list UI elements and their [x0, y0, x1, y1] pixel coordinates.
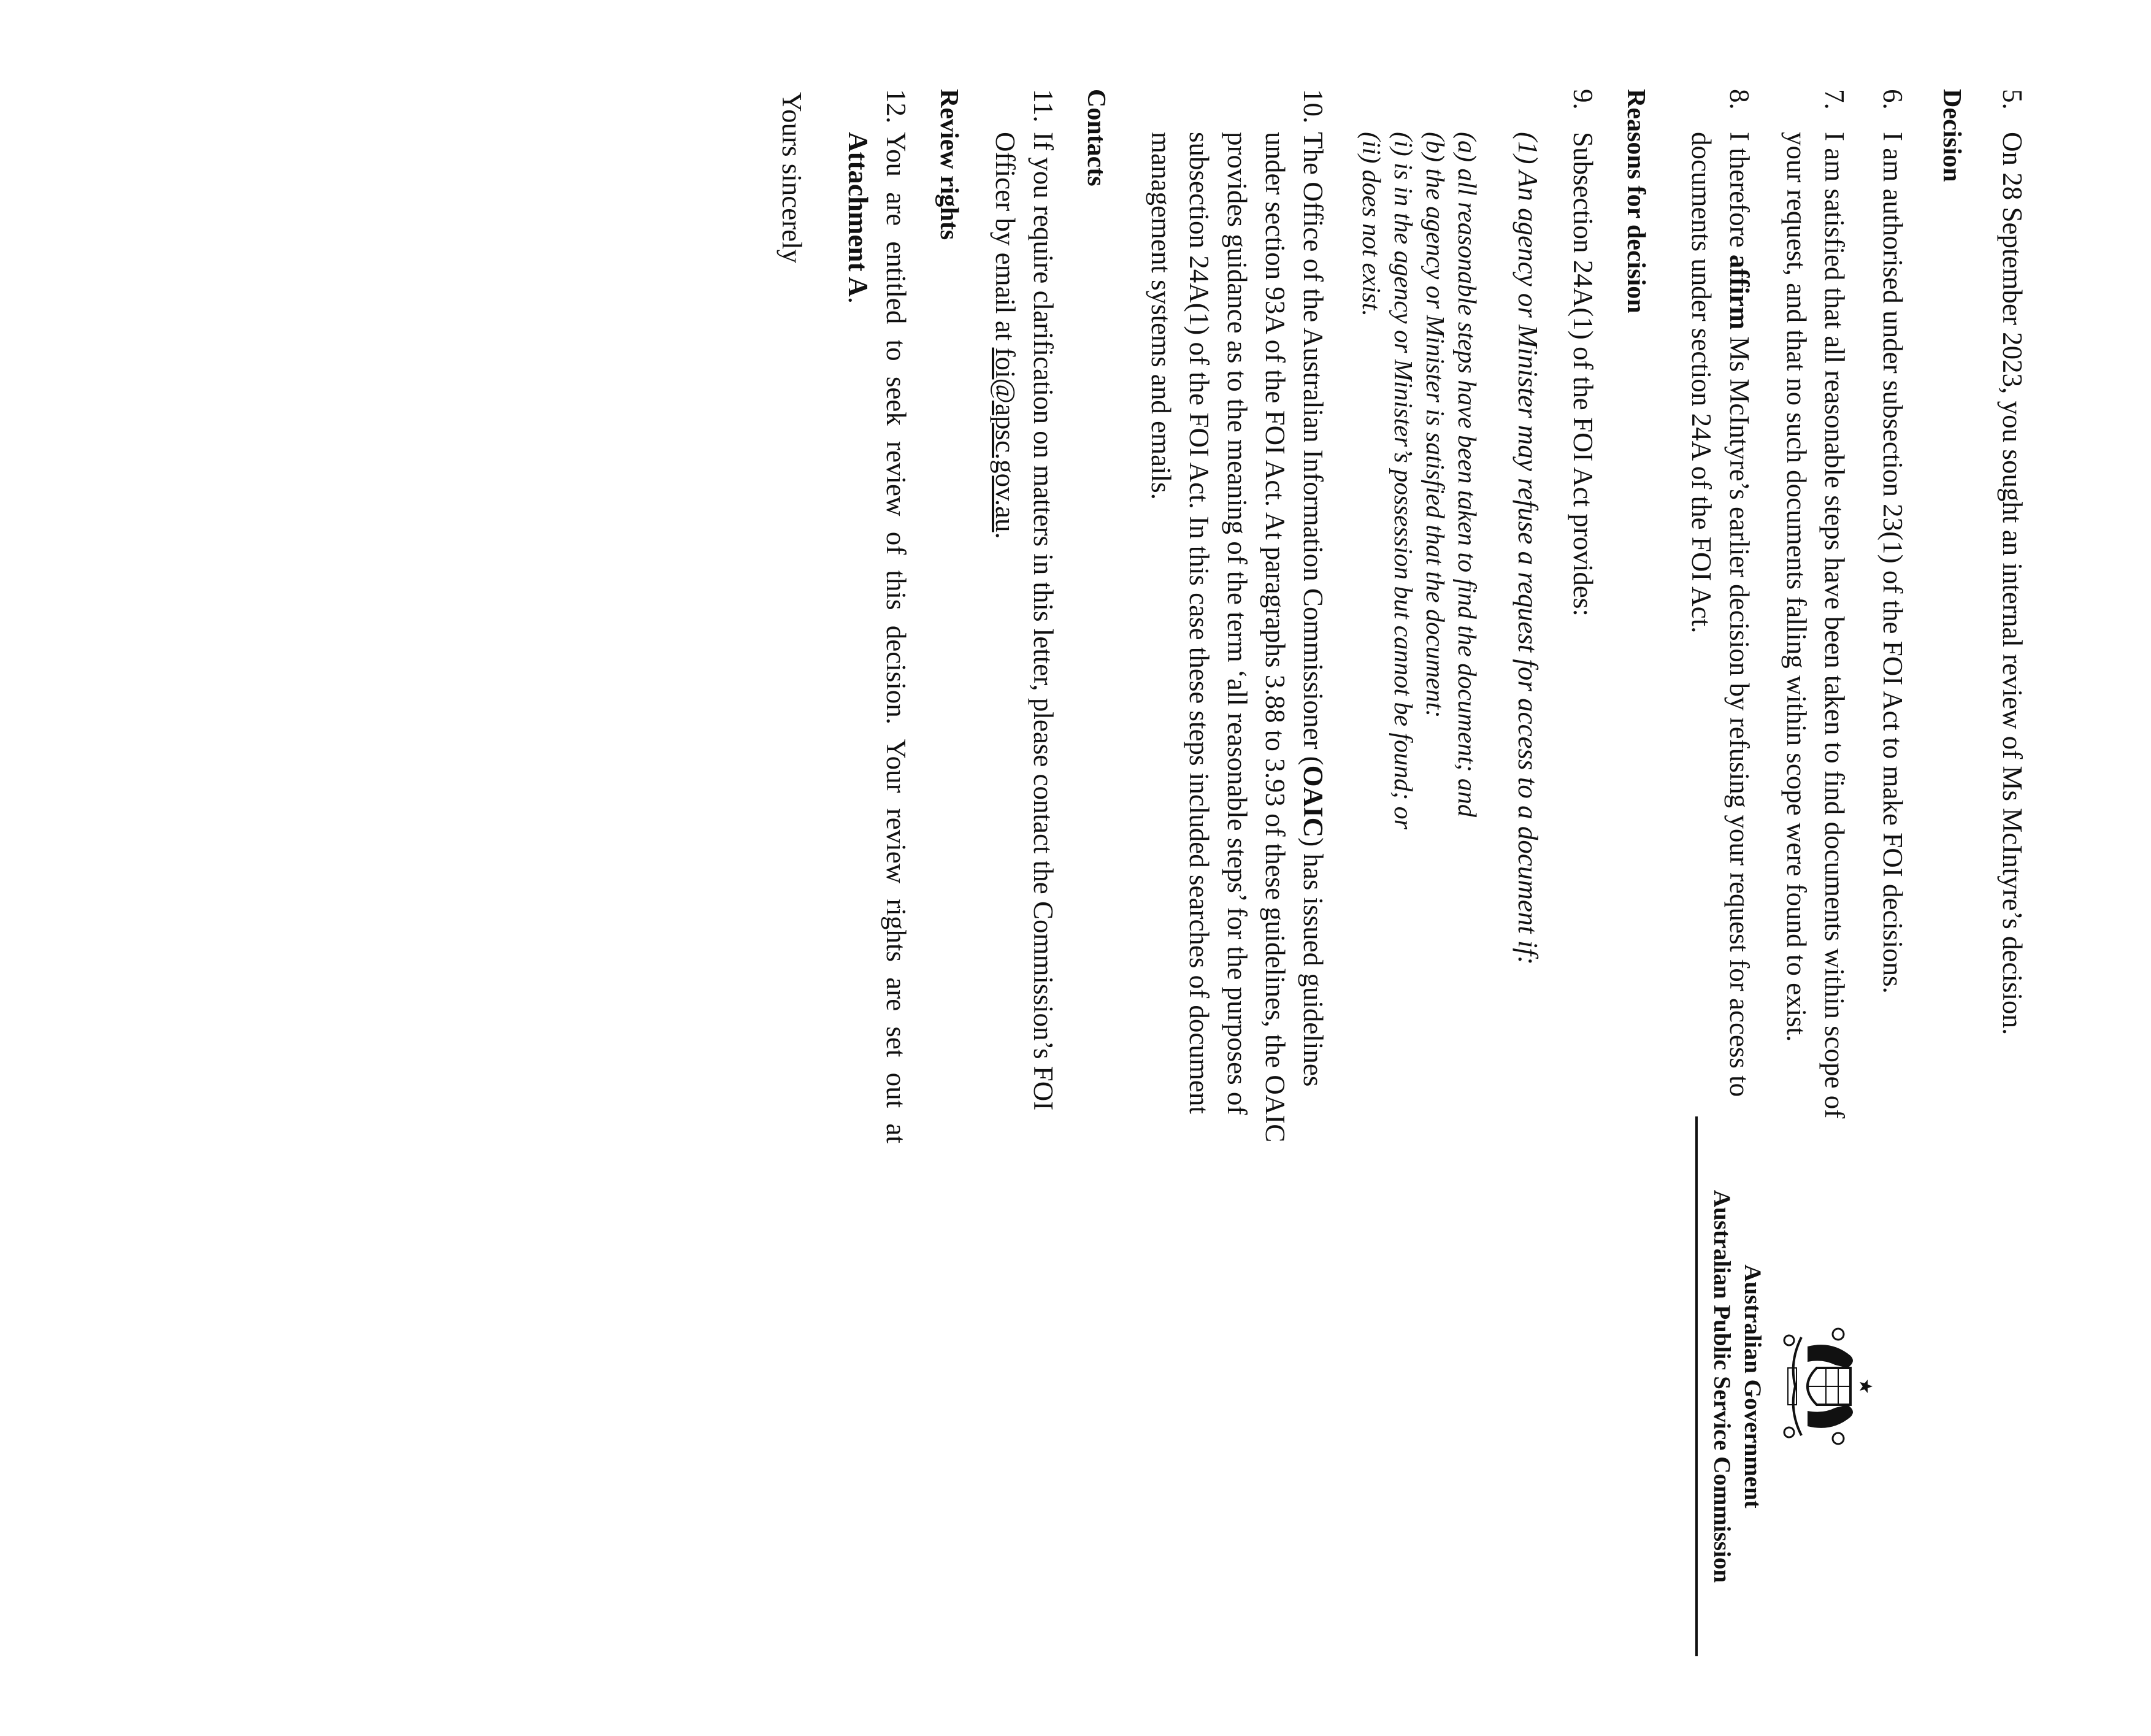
paragraph-10-line-2: under section 93A of the FOI Act. At paragraphs 3.88 to 3.93 of these guidelines, the OAIC [1260, 132, 1290, 1143]
paragraph-12 [835, 89, 915, 1451]
paragraph-8-line-1 [1720, 132, 1758, 1097]
paragraph-12-post: . [843, 296, 873, 304]
paragraph-10-line-5: management systems and emails. [1146, 132, 1176, 500]
heading-review-rights: Review rights [935, 89, 963, 240]
paragraph-8-pre: I therefore [1724, 132, 1755, 255]
quoted-item-ii: (ii) does not exist. [1357, 132, 1385, 317]
paragraph-5-text: On 28 September 2023, you sought an internal review of Ms McIntyre’s decision. [1997, 132, 2028, 1035]
paragraph-11-number: 11. [1028, 89, 1059, 123]
quoted-item-b: (b) the agency or Minister is satisfied that the document: [1421, 132, 1449, 718]
paragraph-7-number: 7. [1819, 89, 1850, 110]
closing: Yours sincerely [776, 92, 807, 264]
paragraph-7-line-2: your request, and that no such documents falling within scope were found to exist. [1781, 132, 1812, 1042]
letterhead-line-1: Australian Government [1739, 1264, 1766, 1508]
paragraph-10 [1136, 89, 1332, 1451]
paragraph-10-number: 10. [1298, 89, 1329, 124]
paragraph-8 [1679, 89, 1758, 1451]
quoted-item-i: (i) is in the agency or Minister’s possession but cannot be found; or [1389, 132, 1417, 830]
paragraph-12-number: 12. [881, 89, 911, 124]
paragraph-11 [983, 89, 1062, 1451]
paragraph-8-number: 8. [1724, 89, 1755, 110]
paragraph-8-line-2: documents under section 24A of the FOI Act. [1686, 132, 1717, 634]
paragraph-11-line-2 [986, 132, 1024, 539]
paragraph-10-line-4: subsection 24A(1) of the FOI Act. In this case these steps included searches of document [1184, 132, 1214, 1114]
paragraph-10-line-1 [1294, 132, 1332, 1086]
paragraph-11-line-1: If you require clarification on matters in this letter, please contact the Commission’s FOI [1028, 132, 1059, 1111]
paragraph-9-number: 9. [1568, 89, 1598, 110]
heading-contacts: Contacts [1082, 89, 1110, 186]
paragraph-10-l1a: The Office of the Australian Information Commissioner ( [1298, 132, 1329, 766]
paragraph-6-text: I am authorised under subsection 23(1) of the FOI Act to make FOI decisions. [1877, 132, 1908, 994]
paragraph-6-number: 6. [1877, 89, 1908, 110]
heading-reasons: Reasons for decision [1622, 89, 1650, 313]
paragraph-8-affirm: affirm [1724, 254, 1755, 330]
paragraph-12-line-1: You are entitled to seek review of this decision. Your review rights are set out at [881, 132, 911, 1143]
paragraph-11-post: . [990, 532, 1021, 539]
paragraph-9-text: Subsection 24A(1) of the FOI Act provides: [1568, 132, 1598, 616]
paragraph-7 [1774, 89, 1854, 1451]
paragraph-12-line-2 [839, 132, 877, 304]
attachment-a: Attachment A [843, 132, 873, 297]
quoted-lead: (1) An agency or Minister may refuse a request for access to a document if: [1513, 132, 1543, 966]
paragraph-10-line-3: provides guidance as to the meaning of the term ‘all reasonable steps’ for the purposes of [1222, 132, 1252, 1115]
heading-decision: Decision [1938, 89, 1966, 182]
paragraph-11-pre: Officer by email at [990, 132, 1021, 348]
paragraph-7-line-1: I am satisfied that all reasonable steps have been taken to find documents within scope of [1819, 132, 1850, 1119]
quoted-item-a: (a) all reasonable steps have been taken to find the document; and [1452, 132, 1481, 817]
paragraph-10-l1c: ) has issued guidelines [1298, 837, 1329, 1087]
paragraph-8-post: Ms McIntyre’s earlier decision by refusing your request for access to [1724, 329, 1755, 1097]
letterhead-line-2: Australian Public Service Commission [1709, 1189, 1735, 1583]
paragraph-10-oaic: OAIC [1298, 765, 1329, 838]
paragraph-5-number: 5. [1997, 89, 2028, 110]
foi-email-link[interactable]: foi@apsc.gov.au [990, 347, 1021, 532]
